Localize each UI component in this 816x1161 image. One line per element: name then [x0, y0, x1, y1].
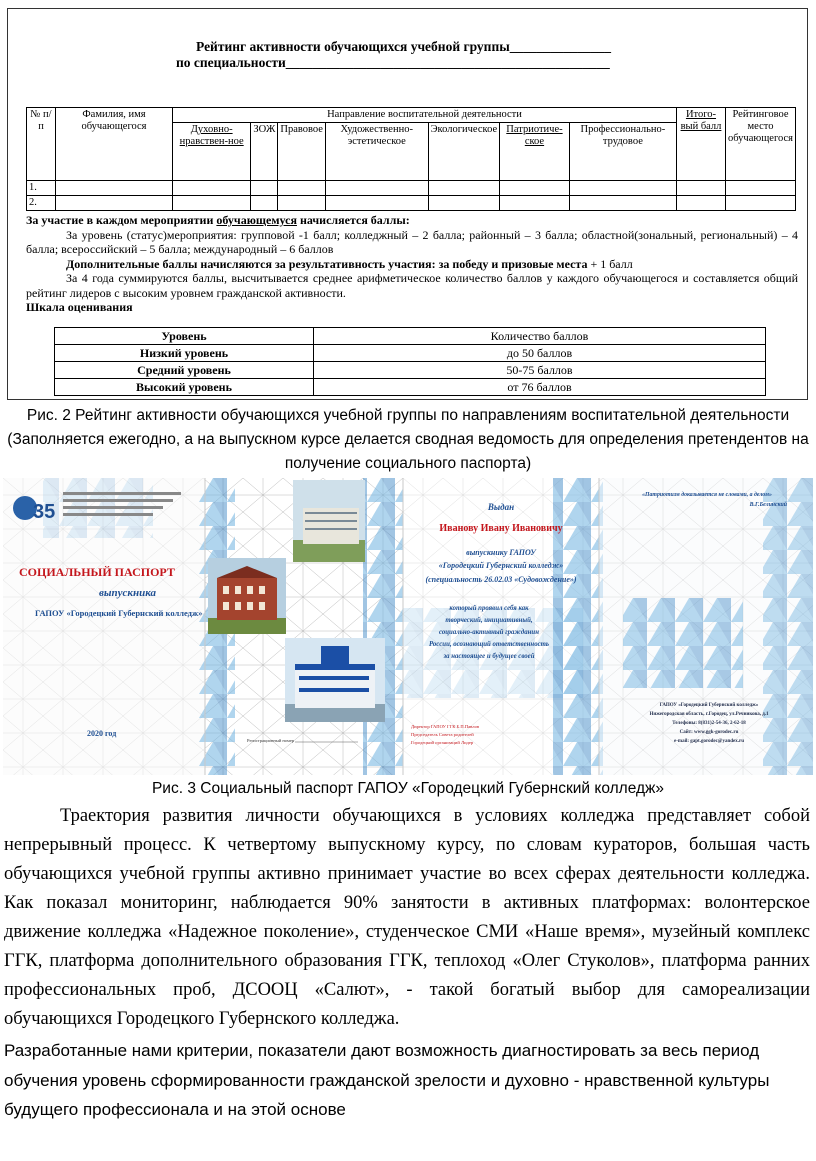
scale-points: 50-75 баллов — [314, 362, 766, 379]
quote-author: В.Г.Белинский — [749, 502, 787, 508]
issued-label: Выдан — [487, 502, 515, 512]
table-row — [27, 181, 796, 196]
signature-line2: Председатель Совета родителей — [411, 732, 474, 737]
passport-subtitle: выпускника — [99, 587, 157, 599]
right-email: e-mail: gapt.gorodec@yandex.ru — [674, 739, 744, 744]
signature-line3: Городецкий организаций Лидер — [411, 740, 474, 745]
table-row — [27, 196, 796, 211]
logo-number: 35 — [33, 501, 56, 523]
figure-3-caption: Рис. 3 Социальный паспорт ГАПОУ «Городецкий Губернский колледж» — [151, 780, 665, 797]
row-number: 1. — [27, 181, 56, 196]
scale-level: Высокий уровень — [55, 379, 314, 396]
registration-number: Регистрационный номер — [247, 738, 295, 743]
scale-table — [54, 327, 766, 396]
passport-org: ГАПОУ «Городецкий Губернский колледж» — [35, 608, 203, 618]
right-site: Сайт: www.ggk-gorodec.ru — [679, 730, 739, 735]
decorative-stripe — [363, 478, 403, 775]
direction-header: Духовно-нравствен-ное — [173, 123, 251, 181]
col-num-header: № п/п — [27, 108, 56, 181]
body-paragraph: Разработанные нами критерии, показатели дают возможность диагностировать за весь период обучения уровень сформированности гражданской зрелости и духовно - нравственной культуры будущего профессионала и на этой основе — [4, 1041, 770, 1119]
passport-title: СОЦИАЛЬНЫЙ ПАСПОРТ — [19, 565, 175, 579]
body-paragraph: Траектория развития личности обучающихся в условиях колледжа представляет собой непрерывный процесс. К четвертому выпускному курсу, по словам кураторов, большая часть обучающихся учебной группы активно принимает участие во всех сферах деятельности колледжа. Как показал мониторинг, наблюдается 90% занятости в активных платформах: волонтерское движение колледжа «Надежное поколение», студенческое СМИ «Наше время», музейный комплекс ГГК, платформа дополнительного образования ГГК, теплоход «Олег Стуколов», платформа ранних профессиональных проб, ДСООЦ «Салют», - такой богатый выбор для самореализации обучающихся Городецкого Губернского колледжа. — [4, 806, 810, 1029]
graduate-text: который проявил себя как творческий, инициативный, социально-активный гражданин России, осознающий ответственность за настоящее и будущее своей — [428, 605, 550, 660]
social-passport-figure — [3, 478, 813, 775]
rating-table — [26, 107, 796, 211]
passport-year: 2020 год — [87, 729, 117, 738]
building-photo — [285, 638, 385, 722]
scale-header-level: Уровень — [55, 328, 314, 345]
quote: «Патриотизм доказывается не словами, а делом» — [642, 492, 772, 498]
figure-2-caption: Рис. 2 Рейтинг активности обучающихся учебной группы по направлениям воспитательной деятельности (Заполняется ежегодно, а на выпускном курсе делается сводная ведомость для определения претендентов на получение социального паспорта) — [7, 407, 809, 472]
col-name-header: Фамилия, имя обучающегося — [56, 108, 173, 181]
right-address: Нижегородская область, г.Городец, ул.Речникова, д.1 — [649, 712, 769, 717]
direction-header: Профессионально-трудовое — [569, 123, 676, 181]
rules-levels: За уровень (статус)мероприятия: групповой -1 балл; колледжный – 2 балла; районный – 3 балла; областной(зональный, региональный) – 4 балла; всероссийский – 5 балла; международный – 6 баллов — [26, 227, 798, 256]
right-phone: Телефоны: 8(831)2-54-36, 2-62-18 — [672, 721, 746, 726]
direction-header: ЗОЖ — [251, 123, 278, 181]
row-number: 2. — [27, 196, 56, 211]
rating-form-figure — [7, 8, 808, 400]
graduate-line2: «Городецкий Губернский колледж» — [438, 561, 564, 570]
table-row — [55, 345, 766, 362]
directions-group-header: Направление воспитательной деятельности — [173, 108, 677, 123]
director-signature: Директор ГАПОУ ГГК Б.П.Павлов — [411, 724, 480, 729]
decorative-stripe — [763, 478, 813, 775]
building-photo — [293, 480, 365, 562]
col-rating-header: Рейтинговое место обучающегося — [725, 108, 795, 181]
rules-heading: За участие в каждом мероприятии обучающемуся начисляется баллы: — [26, 213, 410, 227]
scale-points: до 50 баллов — [314, 345, 766, 362]
graduate-name: Иванову Ивану Ивановичу — [439, 523, 563, 534]
form-subtitle: по специальности________________________________________________ — [176, 55, 610, 70]
col-total-header: Итого-вый балл — [676, 108, 725, 181]
scale-level: Низкий уровень — [55, 345, 314, 362]
graduate-line1: выпускнику ГАПОУ — [466, 548, 536, 557]
building-photo — [208, 558, 286, 634]
rules-extra: Дополнительные баллы начисляются за результативность участия: за победу и призовые места + 1 балл — [66, 256, 633, 271]
direction-header: Художественно-эстетическое — [325, 123, 428, 181]
graduate-line3: (специальность 26.02.03 «Судовождение») — [425, 575, 577, 584]
direction-header: Экологическое — [428, 123, 500, 181]
scale-level: Средний уровень — [55, 362, 314, 379]
scoring-rules — [26, 213, 798, 315]
table-row — [55, 379, 766, 396]
body-text — [4, 802, 810, 1125]
direction-header: Патриотиче-ское — [500, 123, 570, 181]
scale-points: от 76 баллов — [314, 379, 766, 396]
rules-sum: За 4 года суммируются баллы, высчитывается среднее арифметическое количество баллов у каждого обучающегося и составляется общий рейтинг лидеров с высоким уровнем гражданской активности. — [26, 271, 798, 300]
table-row — [55, 362, 766, 379]
right-org: ГАПОУ «Городецкий Губернский колледж» — [659, 703, 759, 708]
scale-title: Шкала оценивания — [26, 300, 133, 314]
direction-header: Правовое — [278, 123, 326, 181]
scale-header-points: Количество баллов — [314, 328, 766, 345]
form-title: Рейтинг активности обучающихся учебной группы_______________ — [196, 39, 612, 54]
